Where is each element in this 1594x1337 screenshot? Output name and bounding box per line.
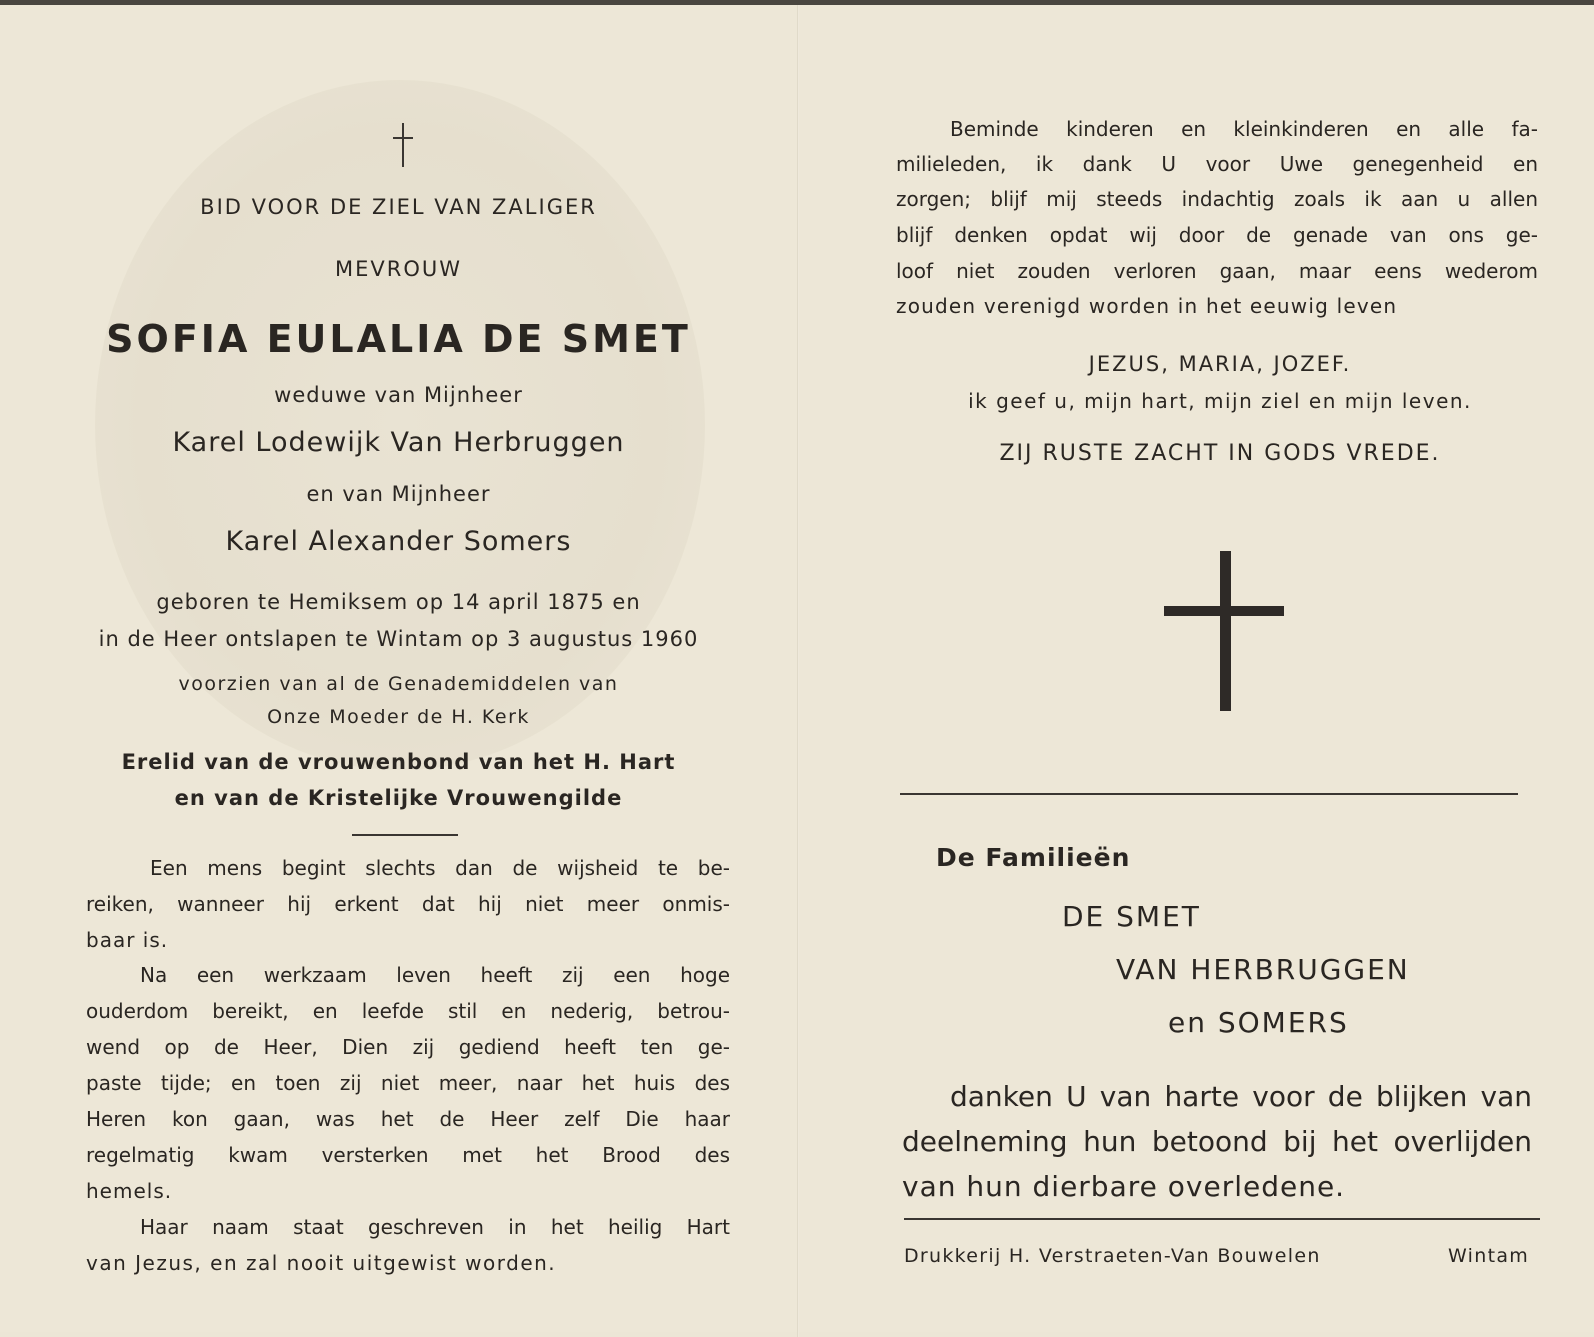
card-fold <box>797 5 799 1337</box>
right-p1-line: Beminde kinderen en kleinkinderen en alle fa- <box>950 117 1538 141</box>
left-p2-line: paste tijde; en toen zij niet meer, naar het huis des <box>86 1071 730 1095</box>
left-p2-line: Heren kon gaan, was het de Heer zelf Die haar <box>86 1107 730 1131</box>
left-p1-line: reiken, wanneer hij erkent dat hij niet meer onmis- <box>86 892 730 916</box>
printer-divider <box>904 1218 1540 1220</box>
prayer-line: ik geef u, mijn hart, mijn ziel en mijn leven. <box>968 389 1472 413</box>
rest-in-peace: ZIJ RUSTE ZACHT IN GODS VREDE. <box>999 441 1441 466</box>
large-cross-icon <box>1164 551 1284 711</box>
thanks-line: danken U van harte voor de blijken van <box>950 1080 1532 1113</box>
portrait-ghost-oval <box>95 80 705 770</box>
left-p3-line: Haar naam staat geschreven in het heilig Hart <box>140 1215 730 1239</box>
families-label: De Familieën <box>936 843 1131 872</box>
printer-place: Wintam <box>1448 1245 1530 1267</box>
sacraments-line-1: voorzien van al de Genademiddelen van <box>178 673 619 695</box>
family-name-van-herbruggen: VAN HERBRUGGEN <box>1116 953 1410 986</box>
sacraments-line-2: Onze Moeder de H. Kerk <box>267 706 530 728</box>
long-divider <box>900 793 1518 795</box>
right-p1-line: blijf denken opdat wij door de genade van ons ge- <box>896 223 1538 247</box>
right-p1-line: zorgen; blijf mij steeds indachtig zoals ik aan u allen <box>896 187 1538 211</box>
left-p2-line: ouderdom bereikt, en leefde stil en nederig, betrou- <box>86 999 730 1023</box>
right-p1-line: zouden verenigd worden in het eeuwig leven <box>896 294 1398 318</box>
deceased-name: SOFIA EULALIA DE SMET <box>106 317 691 361</box>
husband-1-name: Karel Lodewijk Van Herbruggen <box>172 427 625 458</box>
short-divider <box>352 834 458 836</box>
right-p1-line: loof niet zouden verloren gaan, maar eens wederom <box>896 259 1538 283</box>
birth-line: geboren te Hemiksem op 14 april 1875 en <box>156 590 641 614</box>
widow-of-line-2: en van Mijnheer <box>306 482 491 506</box>
death-line: in de Heer ontslapen te Wintam op 3 augustus 1960 <box>98 627 699 651</box>
widow-of-line-1: weduwe van Mijnheer <box>274 383 523 407</box>
membership-line-2: en van de Kristelijke Vrouwengilde <box>174 786 623 810</box>
left-p3-line: van Jezus, en zal nooit uitgewist worden. <box>86 1251 557 1275</box>
left-p1-line: baar is. <box>86 928 169 952</box>
mevrouw-title: MEVROUW <box>334 257 462 281</box>
left-p2-line: regelmatig kwam versterken met het Brood des <box>86 1143 730 1167</box>
bid-line: BID VOOR DE ZIEL VAN ZALIGER <box>200 195 597 219</box>
printer-name: Drukkerij H. Verstraeten-Van Bouwelen <box>904 1245 1321 1267</box>
family-name-de-smet: DE SMET <box>1062 900 1201 933</box>
husband-2-name: Karel Alexander Somers <box>225 526 572 557</box>
left-p2-line: hemels. <box>86 1179 173 1203</box>
thanks-line: deelneming hun betoond bij het overlijden <box>902 1125 1532 1158</box>
left-p2-line: wend op de Heer, Dien zij gediend heeft ten ge- <box>86 1035 730 1059</box>
family-name-somers: en SOMERS <box>1168 1006 1349 1039</box>
right-p1-line: milieleden, ik dank U voor Uwe genegenheid en <box>896 152 1538 176</box>
small-cross-icon <box>393 123 413 167</box>
holy-names: JEZUS, MARIA, JOZEF. <box>1088 352 1352 376</box>
left-p1-line: Een mens begint slechts dan de wijsheid te be- <box>150 856 730 880</box>
left-p2-line: Na een werkzaam leven heeft zij een hoge <box>140 963 730 987</box>
membership-line-1: Erelid van de vrouwenbond van het H. Hart <box>121 750 676 774</box>
thanks-line: van hun dierbare overledene. <box>902 1170 1346 1203</box>
